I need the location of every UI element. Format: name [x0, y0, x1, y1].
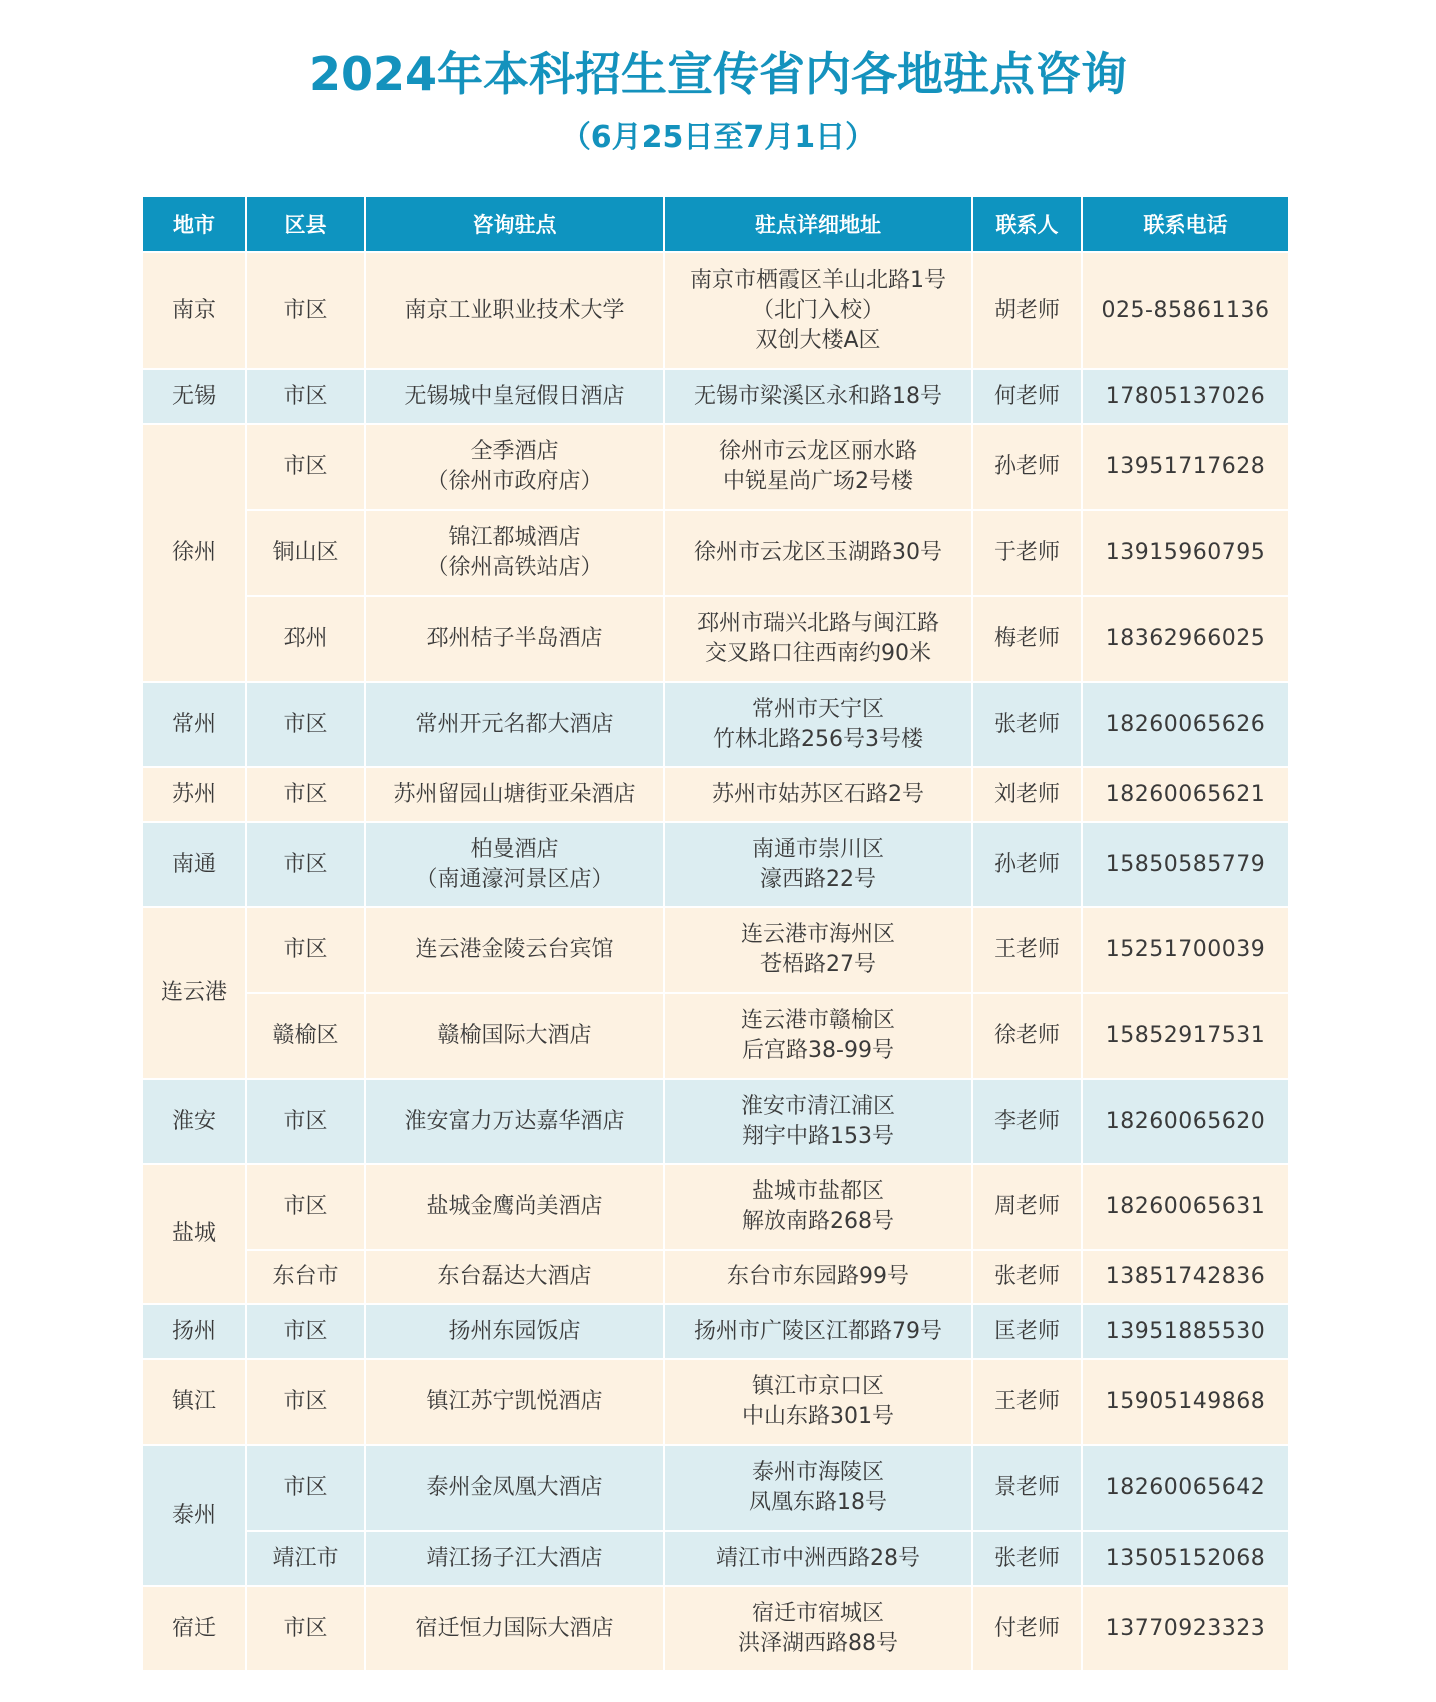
- phone-cell: 13915960795: [1082, 510, 1288, 596]
- district-cell: 市区: [246, 1445, 365, 1531]
- address-cell: 泰州市海陵区 凤凰东路18号: [664, 1445, 972, 1531]
- city-cell: 扬州: [143, 1304, 246, 1359]
- column-header-city: 地市: [143, 197, 246, 252]
- venue-cell: 泰州金凤凰大酒店: [365, 1445, 664, 1531]
- phone-cell: 18260065620: [1082, 1079, 1288, 1164]
- phone-cell: 15905149868: [1082, 1359, 1288, 1445]
- venue-cell: 全季酒店 （徐州市政府店）: [365, 424, 664, 510]
- phone-cell: 18260065621: [1082, 767, 1288, 822]
- district-cell: 市区: [246, 907, 365, 993]
- contact-cell: 王老师: [972, 1359, 1082, 1445]
- venue-cell: 镇江苏宁凯悦酒店: [365, 1359, 664, 1445]
- district-cell: 市区: [246, 252, 365, 369]
- address-cell: 常州市天宁区 竹林北路256号3号楼: [664, 682, 972, 767]
- district-cell: 市区: [246, 1586, 365, 1671]
- address-cell: 徐州市云龙区丽水路 中锐星尚广场2号楼: [664, 424, 972, 510]
- city-cell: 苏州: [143, 767, 246, 822]
- contact-cell: 于老师: [972, 510, 1082, 596]
- phone-cell: 18260065642: [1082, 1445, 1288, 1531]
- district-cell: 市区: [246, 1359, 365, 1445]
- city-cell: 淮安: [143, 1079, 246, 1164]
- district-cell: 市区: [246, 424, 365, 510]
- city-cell: 泰州: [143, 1445, 246, 1586]
- address-cell: 宿迁市宿城区 洪泽湖西路88号: [664, 1586, 972, 1671]
- contact-cell: 周老师: [972, 1164, 1082, 1250]
- phone-cell: 15251700039: [1082, 907, 1288, 993]
- table-row: [143, 596, 1288, 682]
- district-cell: 市区: [246, 822, 365, 907]
- column-header-address: 驻点详细地址: [664, 197, 972, 252]
- venue-cell: 靖江扬子江大酒店: [365, 1531, 664, 1586]
- phone-cell: 18260065626: [1082, 682, 1288, 767]
- venue-cell: 苏州留园山塘街亚朵酒店: [365, 767, 664, 822]
- table-row: [143, 1079, 1288, 1164]
- city-cell: 盐城: [143, 1164, 246, 1304]
- address-cell: 苏州市姑苏区石路2号: [664, 767, 972, 822]
- date-range-subtitle: （6月25日至7月1日）: [560, 120, 876, 155]
- phone-cell: 13951885530: [1082, 1304, 1288, 1359]
- table-row: [143, 510, 1288, 596]
- contact-cell: 付老师: [972, 1586, 1082, 1671]
- address-cell: 南京市栖霞区羊山北路1号 （北门入校） 双创大楼A区: [664, 252, 972, 369]
- contact-cell: 王老师: [972, 907, 1082, 993]
- district-cell: 市区: [246, 1164, 365, 1250]
- city-cell: 徐州: [143, 424, 246, 682]
- contact-cell: 孙老师: [972, 822, 1082, 907]
- address-cell: 靖江市中洲西路28号: [664, 1531, 972, 1586]
- page-title: 2024年本科招生宣传省内各地驻点咨询: [308, 47, 1128, 101]
- city-cell: 宿迁: [143, 1586, 246, 1671]
- contact-cell: 李老师: [972, 1079, 1082, 1164]
- district-cell: 靖江市: [246, 1531, 365, 1586]
- table-row: [143, 1359, 1288, 1445]
- contact-cell: 景老师: [972, 1445, 1082, 1531]
- district-cell: 东台市: [246, 1250, 365, 1304]
- address-cell: 无锡市梁溪区永和路18号: [664, 369, 972, 424]
- phone-cell: 18260065631: [1082, 1164, 1288, 1250]
- contact-cell: 张老师: [972, 1250, 1082, 1304]
- venue-cell: 无锡城中皇冠假日酒店: [365, 369, 664, 424]
- address-cell: 东台市东园路99号: [664, 1250, 972, 1304]
- city-cell: 南京: [143, 252, 246, 369]
- address-cell: 南通市崇川区 濠西路22号: [664, 822, 972, 907]
- consultation-table: [143, 197, 1288, 1672]
- venue-cell: 赣榆国际大酒店: [365, 993, 664, 1079]
- phone-cell: 13851742836: [1082, 1250, 1288, 1304]
- column-header-contact: 联系人: [972, 197, 1082, 252]
- column-header-venue: 咨询驻点: [365, 197, 664, 252]
- contact-cell: 刘老师: [972, 767, 1082, 822]
- table-row: [143, 1586, 1288, 1671]
- contact-cell: 胡老师: [972, 252, 1082, 369]
- table-row: [143, 1445, 1288, 1531]
- table-row: [143, 907, 1288, 993]
- address-cell: 扬州市广陵区江都路79号: [664, 1304, 972, 1359]
- city-cell: 常州: [143, 682, 246, 767]
- table-row: [143, 1250, 1288, 1304]
- table-row: [143, 822, 1288, 907]
- table-header-row: [143, 197, 1288, 252]
- city-cell: 南通: [143, 822, 246, 907]
- district-cell: 赣榆区: [246, 993, 365, 1079]
- city-cell: 连云港: [143, 907, 246, 1079]
- venue-cell: 东台磊达大酒店: [365, 1250, 664, 1304]
- table-row: [143, 682, 1288, 767]
- table-row: [143, 993, 1288, 1079]
- table-row: [143, 252, 1288, 369]
- venue-cell: 连云港金陵云台宾馆: [365, 907, 664, 993]
- contact-cell: 孙老师: [972, 424, 1082, 510]
- table-row: [143, 1164, 1288, 1250]
- phone-cell: 15852917531: [1082, 993, 1288, 1079]
- city-cell: 镇江: [143, 1359, 246, 1445]
- venue-cell: 宿迁恒力国际大酒店: [365, 1586, 664, 1671]
- district-cell: 市区: [246, 1304, 365, 1359]
- city-cell: 无锡: [143, 369, 246, 424]
- venue-cell: 南京工业职业技术大学: [365, 252, 664, 369]
- venue-cell: 邳州桔子半岛酒店: [365, 596, 664, 682]
- table-row: [143, 424, 1288, 510]
- phone-cell: 18362966025: [1082, 596, 1288, 682]
- address-cell: 徐州市云龙区玉湖路30号: [664, 510, 972, 596]
- contact-cell: 何老师: [972, 369, 1082, 424]
- column-header-phone: 联系电话: [1082, 197, 1288, 252]
- address-cell: 淮安市清江浦区 翔宇中路153号: [664, 1079, 972, 1164]
- district-cell: 市区: [246, 369, 365, 424]
- column-header-district: 区县: [246, 197, 365, 252]
- venue-cell: 扬州东园饭店: [365, 1304, 664, 1359]
- phone-cell: 13770923323: [1082, 1586, 1288, 1671]
- phone-cell: 025-85861136: [1082, 252, 1288, 369]
- address-cell: 盐城市盐都区 解放南路268号: [664, 1164, 972, 1250]
- table-row: [143, 1304, 1288, 1359]
- district-cell: 市区: [246, 1079, 365, 1164]
- table-row: [143, 767, 1288, 822]
- address-cell: 邳州市瑞兴北路与闽江路 交叉路口往西南约90米: [664, 596, 972, 682]
- district-cell: 铜山区: [246, 510, 365, 596]
- contact-cell: 张老师: [972, 1531, 1082, 1586]
- phone-cell: 17805137026: [1082, 369, 1288, 424]
- venue-cell: 常州开元名都大酒店: [365, 682, 664, 767]
- contact-cell: 徐老师: [972, 993, 1082, 1079]
- table-row: [143, 1531, 1288, 1586]
- venue-cell: 盐城金鹰尚美酒店: [365, 1164, 664, 1250]
- contact-cell: 张老师: [972, 682, 1082, 767]
- contact-cell: 匡老师: [972, 1304, 1082, 1359]
- venue-cell: 锦江都城酒店 （徐州高铁站店）: [365, 510, 664, 596]
- address-cell: 连云港市赣榆区 后宫路38-99号: [664, 993, 972, 1079]
- venue-cell: 柏曼酒店 （南通濠河景区店）: [365, 822, 664, 907]
- address-cell: 连云港市海州区 苍梧路27号: [664, 907, 972, 993]
- contact-cell: 梅老师: [972, 596, 1082, 682]
- venue-cell: 淮安富力万达嘉华酒店: [365, 1079, 664, 1164]
- address-cell: 镇江市京口区 中山东路301号: [664, 1359, 972, 1445]
- phone-cell: 13951717628: [1082, 424, 1288, 510]
- phone-cell: 13505152068: [1082, 1531, 1288, 1586]
- district-cell: 邳州: [246, 596, 365, 682]
- district-cell: 市区: [246, 682, 365, 767]
- phone-cell: 15850585779: [1082, 822, 1288, 907]
- table-row: [143, 369, 1288, 424]
- district-cell: 市区: [246, 767, 365, 822]
